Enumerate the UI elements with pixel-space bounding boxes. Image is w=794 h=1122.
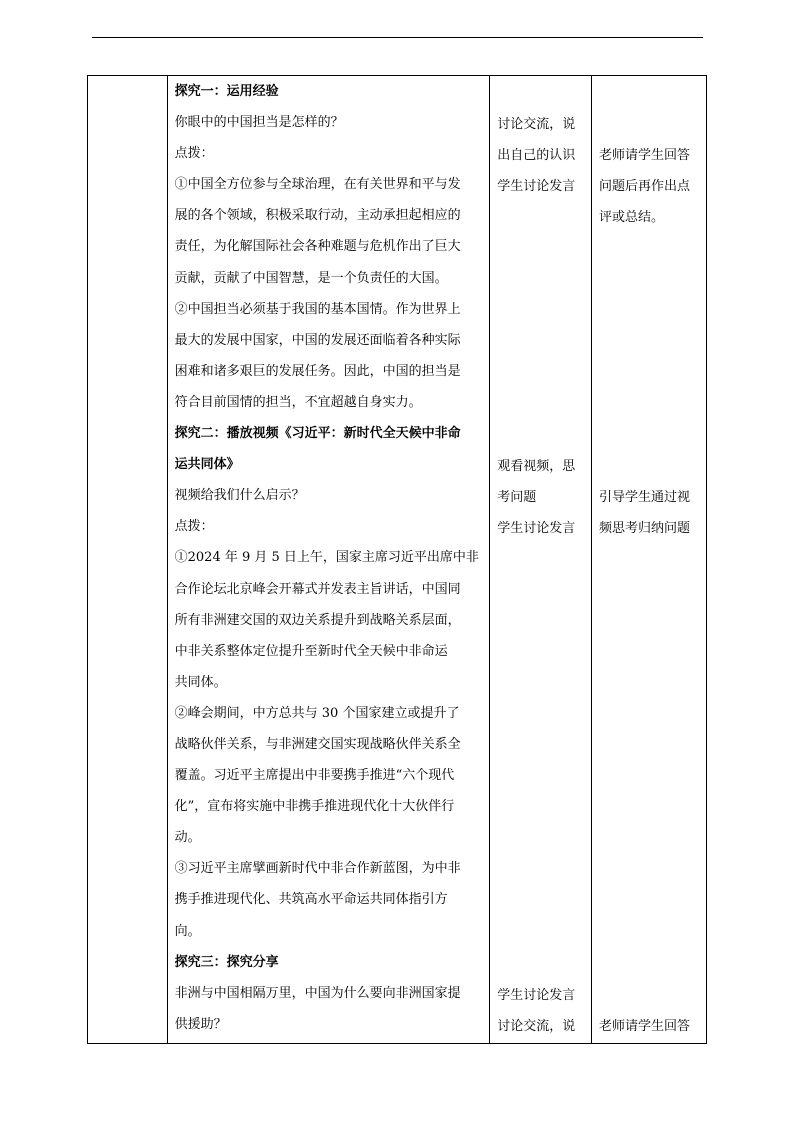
content-line: 困难和诸多艰巨的发展任务。因此，中国的担当是 [174,363,461,379]
teacher-activity-line: 老师请学生回答 [599,1019,691,1034]
content-line: 贡献，贡献了中国智慧，是一个负责任的大国。 [174,270,448,286]
content-line: 中非关系整体定位提升至新时代全天候中非命运 [174,643,448,659]
content-line: 点拨： [174,519,214,535]
header-rule [92,37,703,38]
section-heading-line: 探究三：探究分享 [174,954,279,970]
teacher-activity-line: 频思考归纳问题 [599,521,691,536]
content-line: 合作论坛北京峰会开幕式并发表主旨讲话，中国同 [174,581,461,597]
content-line: 化”，宣布将实施中非携手推进现代化十大伙伴行 [174,799,455,815]
content-line: 视频给我们什么启示？ [174,488,305,504]
section-heading-line: 运共同体》 [174,457,240,473]
content-line: 携手推进现代化、共筑高水平命运共同体指引方 [174,892,448,908]
content-line: ③习近平主席擘画新时代中非合作新蓝图，为中非 [174,861,461,877]
student-activity-line: 讨论交流，说 [497,1019,576,1034]
student-activity-line: 学生讨论发言 [497,521,576,536]
student-activity-line: 学生讨论发言 [497,179,576,194]
teaching-content [175,76,484,1040]
teacher-activity-line: 问题后再作出点 [599,179,691,194]
content-line: 向。 [174,923,201,939]
student-activity-line: 考问题 [497,490,537,505]
student-activity-line: 讨论交流，说 [497,117,576,132]
content-line: ①中国全方位参与全球治理，在有关世界和平与发 [174,177,461,193]
teacher-activity-line: 引导学生通过视 [599,490,691,505]
content-line: 动。 [174,830,201,846]
content-line: 你眼中的中国担当是怎样的？ [174,115,344,131]
content-line: 供援助？ [174,1016,227,1032]
content-line: 所有非洲建交国的双边关系提升到战略关系层面， [174,612,461,628]
content-line: 符合目前国情的担当，不宜超越自身实力。 [174,394,422,410]
content-line: ②中国担当必须基于我国的基本国情。作为世界上 [174,301,461,317]
student-activity-line: 学生讨论发言 [497,988,576,1003]
content-line: ①2024 年 9 月 5 日上午，国家主席习近平出席中非 [174,550,479,566]
content-line: 非洲与中国相隔万里，中国为什么要向非洲国家提 [174,985,461,1001]
teacher-activity-cell [592,76,707,1044]
content-line: 责任，为化解国际社会各种难题与危机作出了巨大 [174,239,461,255]
student-activity-line: 观看视频，思 [497,459,576,474]
section-heading-line: 探究一：运用经验 [174,84,279,99]
content-line: 展的各个领域，积极采取行动，主动承担起相应的 [174,208,461,224]
student-activity-line: 出自己的认识 [497,148,576,163]
student-activity-cell [490,76,592,1044]
teacher-activity-line: 老师请学生回答 [599,148,691,163]
empty-column-cell [88,76,168,1044]
teacher-activity-line: 评或总结。 [599,210,665,225]
section-heading-line: 探究二：播放视频《习近平：新时代全天候中非命 [174,426,461,442]
content-line: 点拨： [174,146,214,162]
content-line: 最大的发展中国家，中国的发展还面临着各种实际 [174,332,461,348]
teaching-content-cell [167,76,490,1044]
content-line: 共同体。 [174,674,227,690]
content-line: 覆盖。习近平主席提出中非要携手推进“六个现代 [174,768,455,784]
content-line: ②峰会期间，中方总共与 30 个国家建立或提升了 [174,705,460,721]
content-line: 战略伙伴关系，与非洲建交国实现战略伙伴关系全 [174,736,461,752]
lesson-plan-table [87,75,707,1044]
